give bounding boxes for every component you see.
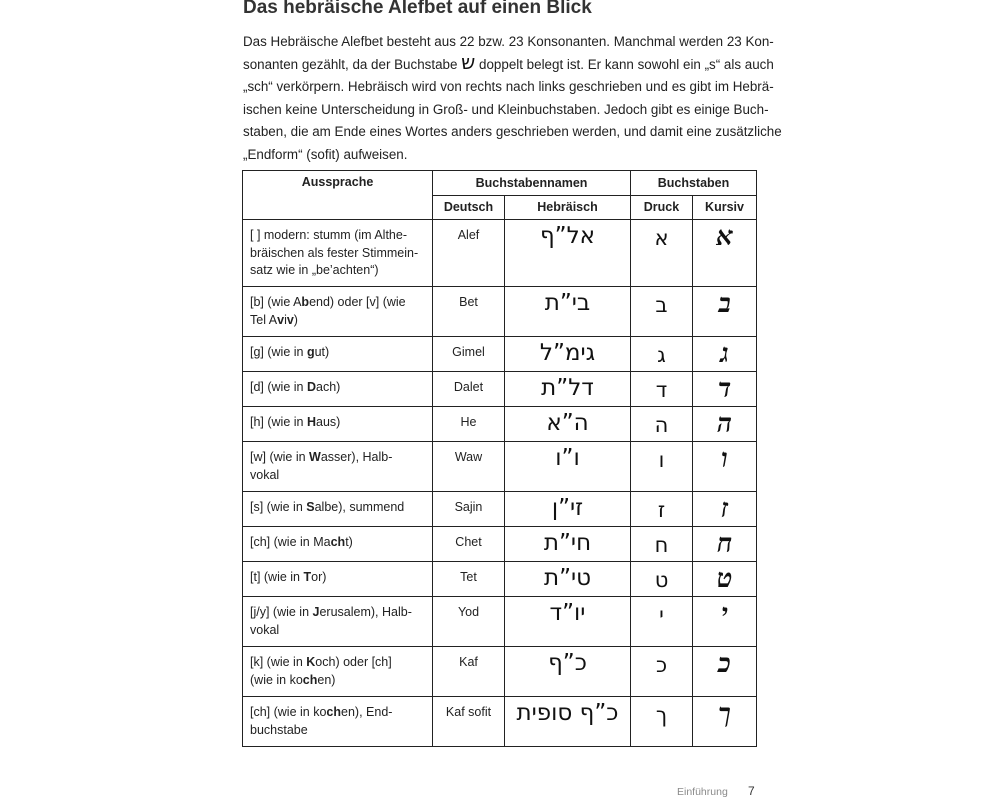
cursive-letter-cell: כ bbox=[693, 647, 757, 697]
pronunciation-text: [b] (wie A bbox=[250, 295, 302, 309]
table-row bbox=[243, 407, 757, 442]
hebrew-name-cell: אל”ף bbox=[505, 220, 631, 287]
cursive-letter-cell: ז bbox=[693, 492, 757, 527]
print-letter-cell: ו bbox=[631, 442, 693, 492]
header-buchstaben: Buchstaben bbox=[631, 171, 757, 196]
pronunciation-cell bbox=[243, 597, 433, 647]
pronunciation-text: t) bbox=[345, 535, 353, 549]
print-letter-cell: ד bbox=[631, 372, 693, 407]
hebrew-name-cell: כ”ף סופית bbox=[505, 697, 631, 747]
table-row bbox=[243, 647, 757, 697]
pronunciation-cell bbox=[243, 647, 433, 697]
cursive-letter-cell: ב bbox=[693, 287, 757, 337]
table-row bbox=[243, 337, 757, 372]
table-row bbox=[243, 527, 757, 562]
pronunciation-emphasis: ch bbox=[330, 535, 346, 549]
hebrew-name-cell: יו”ד bbox=[505, 597, 631, 647]
pronunciation-text: erusalem), Halb- bbox=[319, 605, 412, 619]
pronunciation-text: bräischen als fester Stimmein- bbox=[250, 245, 419, 260]
table-row bbox=[243, 442, 757, 492]
german-name-cell: Tet bbox=[433, 562, 505, 597]
cursive-letter-cell: ג bbox=[693, 337, 757, 372]
intro-line: Das Hebräische Alefbet besteht aus 22 bzw. 23 Konsonanten. Manchmal werden 23 Kon- bbox=[243, 34, 774, 49]
alefbet-table bbox=[242, 170, 757, 747]
page-number: 7 bbox=[748, 784, 755, 798]
cursive-letter-cell: י bbox=[693, 597, 757, 647]
pronunciation-text: [s] (wie in bbox=[250, 500, 307, 514]
table-row bbox=[243, 697, 757, 747]
header-deutsch: Deutsch bbox=[433, 195, 505, 220]
pronunciation-emphasis: W bbox=[309, 450, 321, 464]
header-hebraeisch: Hebräisch bbox=[505, 195, 631, 220]
print-letter-cell: ב bbox=[631, 287, 693, 337]
pronunciation-cell bbox=[243, 562, 433, 597]
print-letter-cell: כ bbox=[631, 647, 693, 697]
pronunciation-emphasis: v bbox=[277, 312, 285, 327]
pronunciation-emphasis: v bbox=[286, 312, 294, 327]
table-row bbox=[243, 492, 757, 527]
german-name-cell: Sajin bbox=[433, 492, 505, 527]
pronunciation-text: satz wie in „be’achten“) bbox=[250, 263, 379, 277]
shin-letter: ש bbox=[461, 49, 476, 74]
pronunciation-text: [t] (wie in bbox=[250, 570, 304, 584]
pronunciation-emphasis: ch bbox=[326, 705, 342, 719]
cursive-letter-cell: ו bbox=[693, 442, 757, 492]
header-aussprache: Aussprache bbox=[243, 171, 433, 220]
hebrew-name-cell: כ”ף bbox=[505, 647, 631, 697]
pronunciation-text: i bbox=[284, 312, 287, 327]
german-name-cell: Kaf bbox=[433, 647, 505, 697]
intro-line: staben, die am Ende eines Wortes anders geschrieben werden, und damit eine zusätzliche bbox=[243, 124, 782, 139]
pronunciation-text: en), End- bbox=[341, 705, 393, 719]
pronunciation-text: end) oder [v] (wie bbox=[309, 295, 406, 309]
german-name-cell: Kaf sofit bbox=[433, 697, 505, 747]
print-letter-cell: ח bbox=[631, 527, 693, 562]
pronunciation-text: Tel A bbox=[250, 312, 278, 327]
cursive-letter-cell: ט bbox=[693, 562, 757, 597]
german-name-cell: Waw bbox=[433, 442, 505, 492]
german-name-cell: Yod bbox=[433, 597, 505, 647]
cursive-letter-cell: א bbox=[693, 220, 757, 287]
cursive-letter-cell: ח bbox=[693, 527, 757, 562]
intro-line: „Endform“ (sofit) aufweisen. bbox=[243, 146, 408, 162]
pronunciation-emphasis: K bbox=[306, 655, 316, 669]
pronunciation-cell bbox=[243, 527, 433, 562]
pronunciation-cell bbox=[243, 492, 433, 527]
german-name-cell: Dalet bbox=[433, 372, 505, 407]
intro-line: ischen keine Unterscheidung in Groß- und Kleinbuchstaben. Jedoch gibt es einige Buch- bbox=[243, 101, 769, 117]
pronunciation-text: [j/y] (wie in bbox=[250, 605, 313, 619]
german-name-cell: Alef bbox=[433, 220, 505, 287]
pronunciation-text: asser), Halb- bbox=[320, 450, 393, 464]
pronunciation-emphasis: D bbox=[306, 380, 316, 394]
print-letter-cell: י bbox=[631, 597, 693, 647]
pronunciation-emphasis: b bbox=[301, 295, 310, 309]
pronunciation-text: [w] (wie in bbox=[250, 450, 310, 464]
cursive-letter-cell: ך bbox=[693, 697, 757, 747]
pronunciation-emphasis: S bbox=[306, 500, 315, 514]
pronunciation-emphasis: ch bbox=[302, 672, 318, 687]
hebrew-name-cell: ו”ו bbox=[505, 442, 631, 492]
intro-line: „sch“ verkörpern. Hebräisch wird von rechts nach links geschrieben und es gibt im Hebrä- bbox=[243, 79, 774, 94]
pronunciation-text: en) bbox=[317, 672, 336, 687]
table-row bbox=[243, 220, 757, 287]
pronunciation-emphasis: H bbox=[306, 415, 316, 429]
intro-text: doppelt belegt ist. Er kann sowohl ein „s“ als auch bbox=[475, 56, 774, 72]
intro-paragraph bbox=[243, 31, 782, 166]
hebrew-name-cell: ה”א bbox=[505, 407, 631, 442]
pronunciation-text: och) oder [ch] bbox=[315, 655, 392, 669]
cursive-letter-cell: ה bbox=[693, 407, 757, 442]
pronunciation-text: ) bbox=[293, 312, 298, 327]
pronunciation-text: [ch] (wie in ko bbox=[250, 705, 327, 719]
hebrew-name-cell: טי”ת bbox=[505, 562, 631, 597]
german-name-cell: Gimel bbox=[433, 337, 505, 372]
pronunciation-cell bbox=[243, 407, 433, 442]
pronunciation-cell bbox=[243, 372, 433, 407]
table-row bbox=[243, 287, 757, 337]
pronunciation-text: [h] (wie in bbox=[250, 415, 307, 429]
pronunciation-cell bbox=[243, 220, 433, 287]
german-name-cell: Bet bbox=[433, 287, 505, 337]
intro-line bbox=[243, 49, 774, 77]
pronunciation-text: buchstabe bbox=[250, 722, 308, 737]
pronunciation-cell bbox=[243, 697, 433, 747]
hebrew-name-cell: זי”ן bbox=[505, 492, 631, 527]
hebrew-name-cell: גימ”ל bbox=[505, 337, 631, 372]
pronunciation-text: (wie in ko bbox=[250, 672, 303, 687]
print-letter-cell: ג bbox=[631, 337, 693, 372]
german-name-cell: He bbox=[433, 407, 505, 442]
table-body bbox=[243, 220, 757, 747]
hebrew-name-cell: בי”ת bbox=[505, 287, 631, 337]
pronunciation-text: ach) bbox=[316, 380, 341, 394]
footer-section-label: Einführung bbox=[677, 786, 728, 798]
pronunciation-text: vokal bbox=[250, 467, 280, 482]
pronunciation-text: [ch] (wie in Ma bbox=[250, 535, 331, 549]
pronunciation-text: [k] (wie in bbox=[250, 655, 307, 669]
german-name-cell: Chet bbox=[433, 527, 505, 562]
pronunciation-cell bbox=[243, 442, 433, 492]
print-letter-cell: ט bbox=[631, 562, 693, 597]
intro-text: sonanten gezählt, da der Buchstabe bbox=[243, 56, 462, 72]
pronunciation-text: albe), summend bbox=[314, 500, 405, 514]
pronunciation-text: [d] (wie in bbox=[250, 380, 307, 394]
page-title: Das hebräische Alefbet auf einen Blick bbox=[243, 0, 592, 18]
pronunciation-text: vokal bbox=[250, 622, 280, 637]
pronunciation-emphasis: T bbox=[303, 570, 312, 584]
pronunciation-emphasis: J bbox=[312, 605, 320, 619]
pronunciation-text: or) bbox=[311, 570, 327, 584]
header-buchstabennamen: Buchstabennamen bbox=[433, 171, 631, 196]
pronunciation-text: aus) bbox=[316, 415, 341, 429]
print-letter-cell: ה bbox=[631, 407, 693, 442]
print-letter-cell: ך bbox=[631, 697, 693, 747]
table-row bbox=[243, 562, 757, 597]
pronunciation-text: ut) bbox=[314, 345, 330, 359]
header-druck: Druck bbox=[631, 195, 693, 220]
pronunciation-emphasis: g bbox=[306, 345, 315, 359]
print-letter-cell: ז bbox=[631, 492, 693, 527]
pronunciation-text: [ ] modern: stumm (im Althe- bbox=[250, 228, 407, 242]
header-kursiv: Kursiv bbox=[693, 195, 757, 220]
pronunciation-cell bbox=[243, 337, 433, 372]
pronunciation-cell bbox=[243, 287, 433, 337]
table-row bbox=[243, 597, 757, 647]
table-row bbox=[243, 372, 757, 407]
print-letter-cell: א bbox=[631, 220, 693, 287]
hebrew-name-cell: חי”ת bbox=[505, 527, 631, 562]
cursive-letter-cell: ד bbox=[693, 372, 757, 407]
hebrew-name-cell: דל”ת bbox=[505, 372, 631, 407]
pronunciation-text: [g] (wie in bbox=[250, 345, 307, 359]
